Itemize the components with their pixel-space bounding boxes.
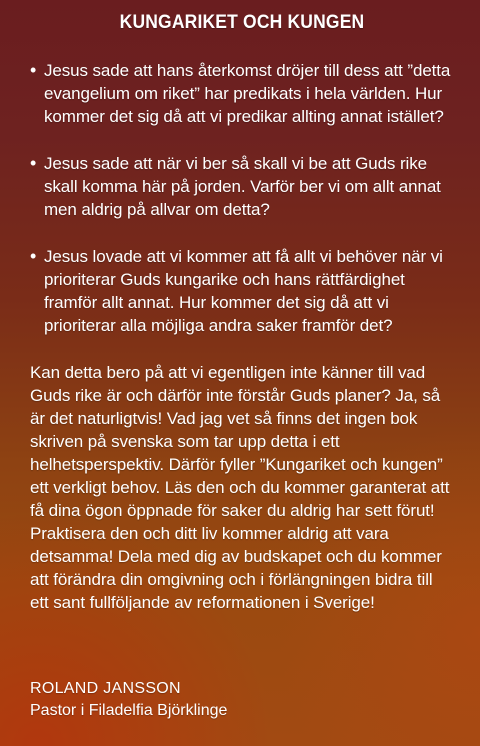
bullet-icon: •	[30, 246, 37, 266]
bullet-icon: •	[30, 60, 37, 80]
body-paragraph: Kan detta bero på att vi egentligen inte känner till vad Guds rike är och därför inte förstår Guds planer? Ja, så är det naturligtvis! Vad jag vet så finns det ingen bok skriven på svenska som tar upp detta i ett helhetsperspektiv. Därför fyller ”Kungariket och kungen” ett verkligt behov. Läs den och du kommer garanterat att få dina ögon öppnade för saker du aldrig har sett förut! Praktisera den och ditt liv kommer aldrig att vara detsamma! Dela med dig av budskapet och du kommer att förändra din omgivning och i förlängningen bidra till ett sant fullföljande av reformationen i Sverige!	[30, 363, 450, 612]
author-name: ROLAND JANSSON	[30, 680, 181, 697]
bullet-icon: •	[30, 153, 37, 173]
list-item	[30, 245, 454, 337]
bullet-text: Jesus lovade att vi kommer att få allt vi behöver när vi prioriterar Guds kungarike och hans rättfärdighet framför allt annat. Hur kommer det sig då att vi prioriterar alla möjliga andra saker framför det?	[44, 247, 443, 335]
signature	[30, 678, 227, 722]
page-title: KUNGARIKET OCH KUNGEN	[119, 12, 365, 33]
author-role: Pastor i Filadelfia Björklinge	[30, 702, 228, 719]
list-item	[30, 152, 454, 221]
bullet-text: Jesus sade att när vi ber så skall vi be att Guds rike skall komma här på jorden. Varför ber vi om allt annat men aldrig på allvar om detta?	[44, 154, 441, 219]
list-item	[30, 59, 454, 128]
question-list	[30, 59, 454, 337]
bullet-text: Jesus sade att hans återkomst dröjer till dess att ”detta evangelium om riket” har predikats i hela världen. Hur kommer det sig då att vi predikar allting annat istället?	[44, 61, 451, 126]
